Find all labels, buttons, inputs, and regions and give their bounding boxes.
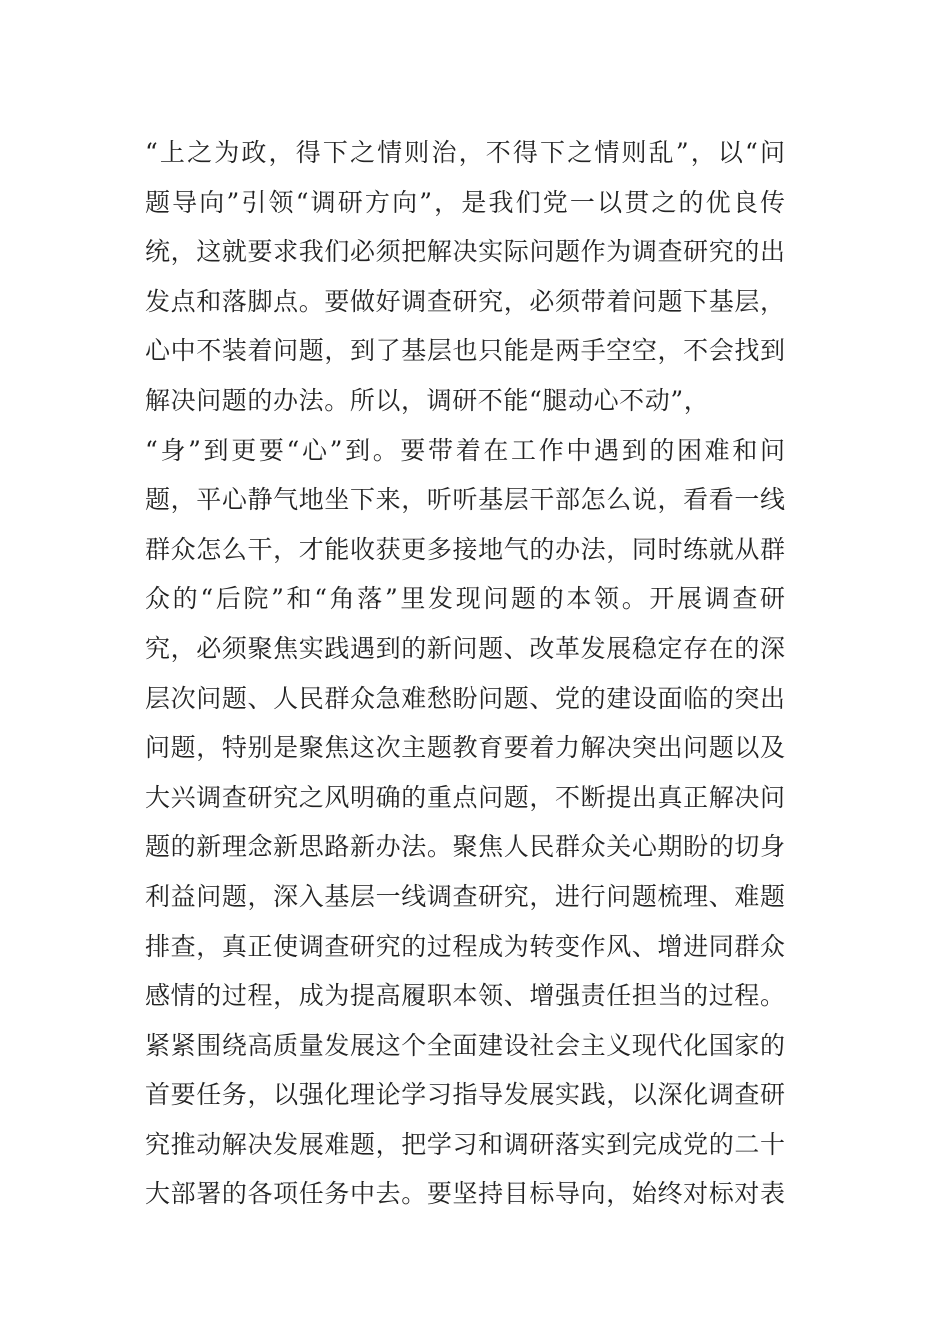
body-paragraph <box>145 128 785 1219</box>
paragraph-line-15: 题的新理念新思路新办法。聚焦人民群众关心期盼的切身 <box>145 832 785 862</box>
paragraph-line-7: “身”到更要“心”到。要带着在工作中遇到的困难和问 <box>145 435 785 465</box>
paragraph-line-18: 感情的过程，成为提高履职本领、增强责任担当的过程。 <box>145 981 785 1011</box>
paragraph-line-19: 紧紧围绕高质量发展这个全面建设社会主义现代化国家的 <box>145 1030 785 1060</box>
paragraph-line-17: 排查，真正使调查研究的过程成为转变作风、增进同群众 <box>145 931 785 961</box>
paragraph-line-13: 问题，特别是聚焦这次主题教育要着力解决突出问题以及 <box>145 733 785 763</box>
paragraph-line-21: 究推动解决发展难题，把学习和调研落实到完成党的二十 <box>145 1129 785 1159</box>
paragraph-line-1: “上之为政，得下之情则治，不得下之情则乱”，以“问 <box>145 138 785 167</box>
paragraph-line-2: 题导向”引领“调研方向”，是我们党一以贯之的优良传 <box>145 187 785 217</box>
paragraph-line-10: 众的“后院”和“角落”里发现问题的本领。开展调查研 <box>145 584 785 614</box>
paragraph-line-3: 统，这就要求我们必须把解决实际问题作为调查研究的出 <box>145 237 785 267</box>
paragraph-line-16: 利益问题，深入基层一线调查研究，进行问题梳理、难题 <box>145 881 785 911</box>
paragraph-line-5: 心中不装着问题，到了基层也只能是两手空空，不会找到 <box>145 336 785 366</box>
paragraph-line-4: 发点和落脚点。要做好调查研究，必须带着问题下基层， <box>145 286 785 316</box>
paragraph-line-14: 大兴调查研究之风明确的重点问题，不断提出真正解决问 <box>145 782 785 812</box>
paragraph-line-6: 解决问题的办法。所以，调研不能“腿动心不动”， <box>145 385 710 415</box>
paragraph-line-8: 题，平心静气地坐下来，听听基层干部怎么说，看看一线 <box>145 485 785 515</box>
paragraph-line-20: 首要任务，以强化理论学习指导发展实践，以深化调查研 <box>145 1080 785 1110</box>
paragraph-line-9: 群众怎么干，才能收获更多接地气的办法，同时练就从群 <box>145 534 785 564</box>
paragraph-line-12: 层次问题、人民群众急难愁盼问题、党的建设面临的突出 <box>145 683 785 713</box>
paragraph-line-11: 究，必须聚焦实践遇到的新问题、改革发展稳定存在的深 <box>145 633 785 663</box>
paragraph-line-22: 大部署的各项任务中去。要坚持目标导向，始终对标对表 <box>145 1179 785 1209</box>
